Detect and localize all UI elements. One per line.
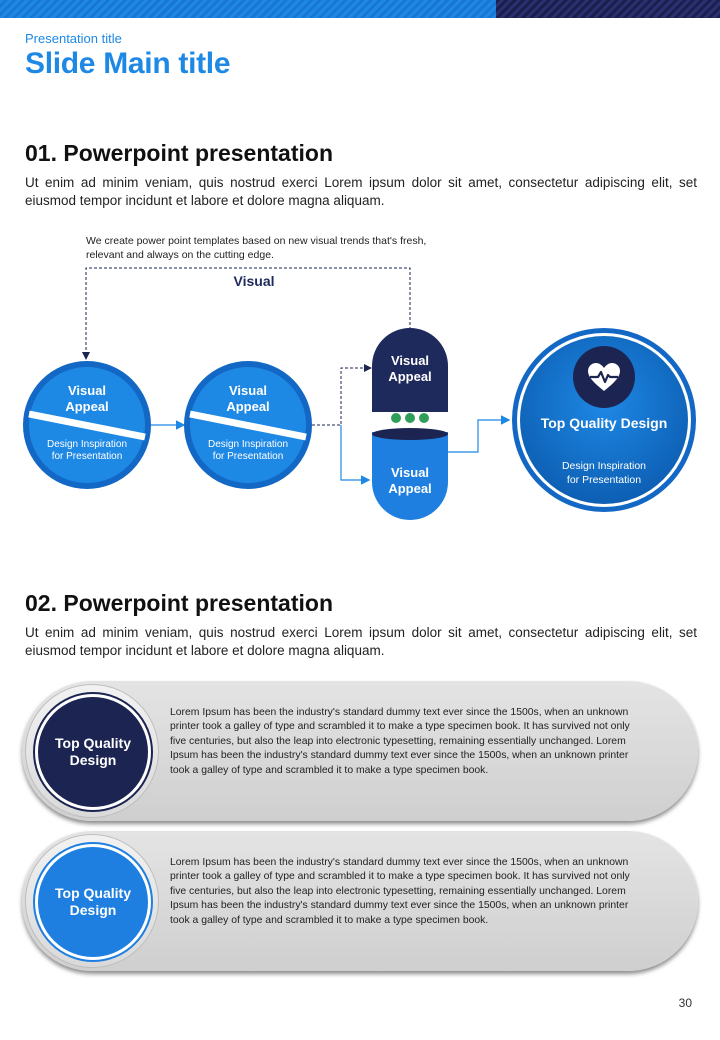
slide-main-title: Slide Main title — [25, 47, 231, 80]
card1-label: Top Quality Design — [35, 694, 151, 810]
result-title: Top Quality Design — [540, 415, 668, 431]
circle2-subtitle: Design Inspiration for Presentation — [207, 439, 289, 462]
card-1 — [22, 681, 698, 821]
section2-heading: 02. Powerpoint presentation — [25, 590, 333, 616]
card2-text: Lorem Ipsum has been the industry's standard dummy text ever since the 1500s, when an unknown printer took a galley of type and scrambled it to make a type specimen book. It has survived not only five centuries, but also the leap into electronic typesetting, remaining essentially unchanged. Lorem Ipsum has been the industry's standard dummy text ever since the 1500s, when an unknown printer took a galley of type and scrambled it to make a type specimen book. — [170, 857, 630, 926]
section1-heading: 01. Powerpoint presentation — [25, 140, 333, 166]
dashed-feedback-line — [86, 268, 410, 356]
process-circle-1 — [23, 361, 151, 489]
card2-label: Top Quality Design — [35, 844, 151, 960]
presentation-title: Presentation title — [25, 31, 122, 46]
heart-pulse-icon — [573, 346, 635, 408]
diagram-visual-label: Visual — [233, 273, 275, 289]
circle1-title: Visual Appeal — [65, 383, 109, 414]
page-number: 30 — [678, 996, 692, 1010]
process-circle-2 — [184, 361, 312, 489]
section2-body: Ut enim ad minim veniam, quis nostrud exerci Lorem ipsum dolor sit amet, consectetur adipiscing elit, set eiusmod tempor incidunt et labore et dolore magna aliquam. — [25, 625, 697, 658]
capsule-top-label: Visual Appeal — [388, 353, 432, 384]
diagram-note: We create power point templates based on new visual trends that's fresh, relevant and always on the cutting edge. — [86, 235, 427, 261]
section1-body: Ut enim ad minim veniam, quis nostrud exerci Lorem ipsum dolor sit amet, consectetur adipiscing elit, set eiusmod tempor incidunt et labore et dolore magna aliquam. — [25, 175, 697, 208]
circle1-subtitle: Design Inspiration for Presentation — [46, 439, 128, 462]
capsule-bottom-label: Visual Appeal — [388, 465, 432, 496]
card1-text: Lorem Ipsum has been the industry's standard dummy text ever since the 1500s, when an unknown printer took a galley of type and scrambled it to make a type specimen book. It has survived not only five centuries, but also the leap into electronic typesetting, remaining essentially unchanged. Lorem Ipsum has been the industry's standard dummy text ever since the 1500s, when an unknown printer took a galley of type and scrambled it to make a type specimen book. — [170, 707, 630, 776]
result-subtitle: Design Inspiration for Presentation — [561, 460, 647, 486]
circle2-title: Visual Appeal — [226, 383, 270, 414]
card-2 — [22, 831, 698, 971]
